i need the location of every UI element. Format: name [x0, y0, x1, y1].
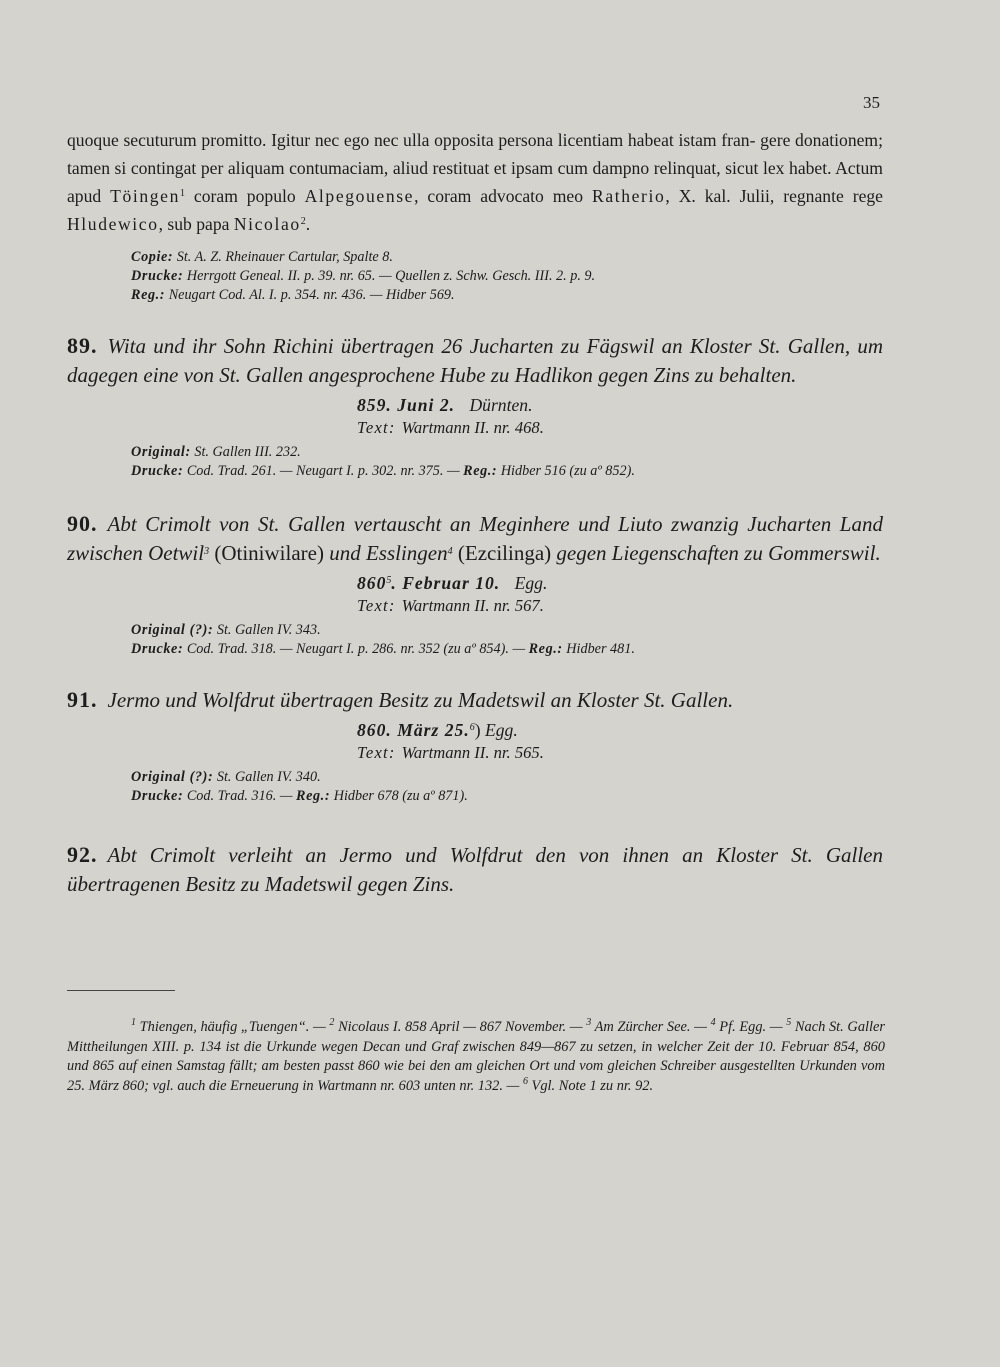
page-content: [67, 126, 883, 899]
ref-label: Reg.:: [296, 788, 331, 804]
place: Dürnten.: [469, 395, 533, 415]
ref-label: Drucke:: [131, 463, 184, 479]
references: [131, 443, 883, 481]
body-line: , coram advocato meo: [414, 186, 584, 206]
ref-label: Original:: [131, 444, 191, 460]
regest-text: Abt Crimolt von St. Gallen vertauscht an Meginhere und Liuto zwanzig Jucharten Land zwischen Oetwil: [67, 512, 883, 565]
footnote-mark: 6: [522, 1075, 528, 1087]
footnote-text: Pf. Egg. —: [715, 1019, 787, 1035]
page-number: 35: [863, 93, 880, 112]
footnote-mark: 1: [131, 1017, 136, 1028]
regest-text: Abt Crimolt verleiht an Jermo und Wolfdrut den von ihnen an Kloster St. Gallen übertragenen Besitz zu Madetswil gegen Zins.: [67, 843, 883, 896]
place-name: Töingen: [110, 186, 180, 206]
footnote-text: Thiengen, häufig „Tuengen“. —: [136, 1019, 330, 1035]
body-line: gere donationem; tamen si contingat per aliquam contumaciam, aliud restituat et ipsam cum dampno: [67, 130, 883, 178]
date-value: 860: [357, 573, 387, 593]
ref-text: Hidber 481.: [566, 641, 635, 657]
charter-number: 92.: [67, 842, 98, 867]
footnote-ref: 6: [469, 722, 475, 733]
ref-label: Reg.:: [528, 641, 563, 657]
body-line: relinquat, sicut lex habet. Actum apud: [67, 158, 883, 206]
place: Egg.: [514, 573, 548, 593]
ref-label: Drucke:: [131, 641, 184, 657]
text-label: Text:: [357, 743, 396, 762]
charter-90: [67, 509, 883, 659]
regest: [67, 331, 883, 390]
ref-label: Drucke:: [131, 268, 184, 284]
footnote-rule: [67, 990, 175, 991]
footnote-text: Nicolaus I. 858 April — 867 November. —: [334, 1019, 587, 1035]
ref-text: Neugart Cod. Al. I. p. 354. nr. 436. — Hidber 569.: [168, 287, 455, 303]
text-source-value: Wartmann II. nr. 565.: [401, 743, 544, 762]
text-source: [357, 595, 883, 617]
regest-text: und Esslingen: [329, 541, 448, 565]
charter-91: [67, 685, 883, 806]
charter-92: [67, 840, 883, 899]
ref-label: Original (?):: [131, 622, 214, 638]
references-88: [131, 248, 883, 305]
body-line: coram populo: [184, 186, 305, 206]
ref-text: St. Gallen III. 232.: [194, 444, 301, 460]
charter-number: 91.: [67, 687, 98, 712]
references: [131, 768, 883, 806]
text-source-value: Wartmann II. nr. 468.: [401, 418, 544, 437]
regest: [67, 509, 883, 568]
text-label: Text:: [357, 596, 396, 615]
footnote-ref: 5: [386, 575, 392, 586]
ref-label: Reg.:: [463, 463, 498, 479]
charter-number: 90.: [67, 511, 98, 536]
ref-text: Hidber 516 (zu aº 852).: [500, 463, 635, 479]
date-paren: ): [474, 720, 481, 740]
regest-text: (Ezcilinga): [452, 541, 557, 565]
regest-text: (Otiniwilare): [209, 541, 330, 565]
text-source-value: Wartmann II. nr. 567.: [401, 596, 544, 615]
place: Egg.: [484, 720, 518, 740]
text-source: [357, 742, 883, 764]
date-value: . Februar 10.: [391, 573, 501, 593]
text-source: [357, 417, 883, 439]
people-name: Alpegouense: [304, 186, 415, 206]
body-line: quoque secuturum promitto. Igitur nec ego nec ulla opposita persona licentiam habeat istam fran-: [67, 130, 756, 150]
pope-name: Nicolao: [233, 214, 301, 234]
footnote-text: Nach St. Galler Mittheilungen XIII. p. 134 ist die Urkunde wegen Decan und Graf zwischen 849—867 zu setzen, in welcher Zeit der 10. Februar 854, 860 und 865 auf einen Samstag fällt; am besten passt 860 wie bei den am gleichen Ort und vom gleichen Schreiber ausgestellten Urkunden vom 25. März 860; vgl. auch die Erneuerung in Wartmann nr. 603 unten nr. 132. —: [67, 1019, 885, 1094]
king-name: Hludewico: [67, 214, 159, 234]
regest: [67, 685, 883, 715]
body-line: , sub papa: [158, 214, 234, 234]
ref-text: Herrgott Geneal. II. p. 39. nr. 65. — Quellen z. Schw. Gesch. III. 2. p. 9.: [186, 268, 596, 284]
footnote-ref: 3: [204, 546, 210, 557]
ref-label: Original (?):: [131, 769, 214, 785]
text-label: Text:: [357, 418, 396, 437]
charter-date: [357, 719, 883, 742]
footnote-mark: 2: [329, 1017, 335, 1028]
charter-date: [357, 572, 883, 595]
date-value: 859. Juni 2.: [357, 395, 456, 415]
ref-text: Cod. Trad. 318. — Neugart I. p. 286. nr. 352 (zu aº 854). —: [186, 641, 526, 657]
regest-text: Wita und ihr Sohn Richini übertragen 26 Jucharten zu Fägswil an Kloster St. Gallen, um dagegen eine von St. Gallen angesprochene Hube zu Hadlikon gegen Zins zu behalten.: [67, 334, 883, 387]
ref-text: Hidber 678 (zu aº 871).: [333, 788, 468, 804]
body-line: .: [305, 214, 311, 234]
ref-text: St. A. Z. Rheinauer Cartular, Spalte 8.: [176, 249, 393, 265]
regest-text: gegen Liegenschaften zu Gommerswil.: [556, 541, 881, 565]
footnote-ref: 4: [447, 546, 453, 557]
charter-date: [357, 394, 883, 417]
regest: [67, 840, 883, 899]
charter-text-continuation: [67, 126, 883, 238]
footnote-text: Vgl. Note 1 zu nr. 92.: [527, 1077, 654, 1094]
footnote-mark: 3: [586, 1017, 592, 1028]
footnote-text: Am Zürcher See. —: [591, 1019, 711, 1035]
footnote-ref: 2: [300, 216, 306, 227]
person-name: Ratherio: [591, 186, 666, 206]
body-line: , X. kal. Julii, regnante rege: [665, 186, 883, 206]
footnote-mark: 5: [786, 1017, 792, 1028]
ref-text: Cod. Trad. 316. —: [186, 788, 293, 804]
footnote-ref: 1: [179, 188, 185, 199]
date-value: 860. März 25.: [357, 720, 470, 740]
ref-label: Drucke:: [131, 788, 184, 804]
ref-text: St. Gallen IV. 343.: [216, 622, 321, 638]
charter-number: 89.: [67, 333, 98, 358]
footnotes: [67, 1018, 885, 1096]
regest-text: Jermo und Wolfdrut übertragen Besitz zu Madetswil an Kloster St. Gallen.: [107, 688, 734, 712]
ref-label: Reg.:: [131, 287, 166, 303]
charter-89: [67, 331, 883, 481]
footnote-mark: 4: [710, 1017, 716, 1028]
ref-label: Copie:: [131, 249, 174, 265]
ref-text: St. Gallen IV. 340.: [216, 769, 321, 785]
references: [131, 621, 883, 659]
ref-text: Cod. Trad. 261. — Neugart I. p. 302. nr. 375. —: [186, 463, 460, 479]
